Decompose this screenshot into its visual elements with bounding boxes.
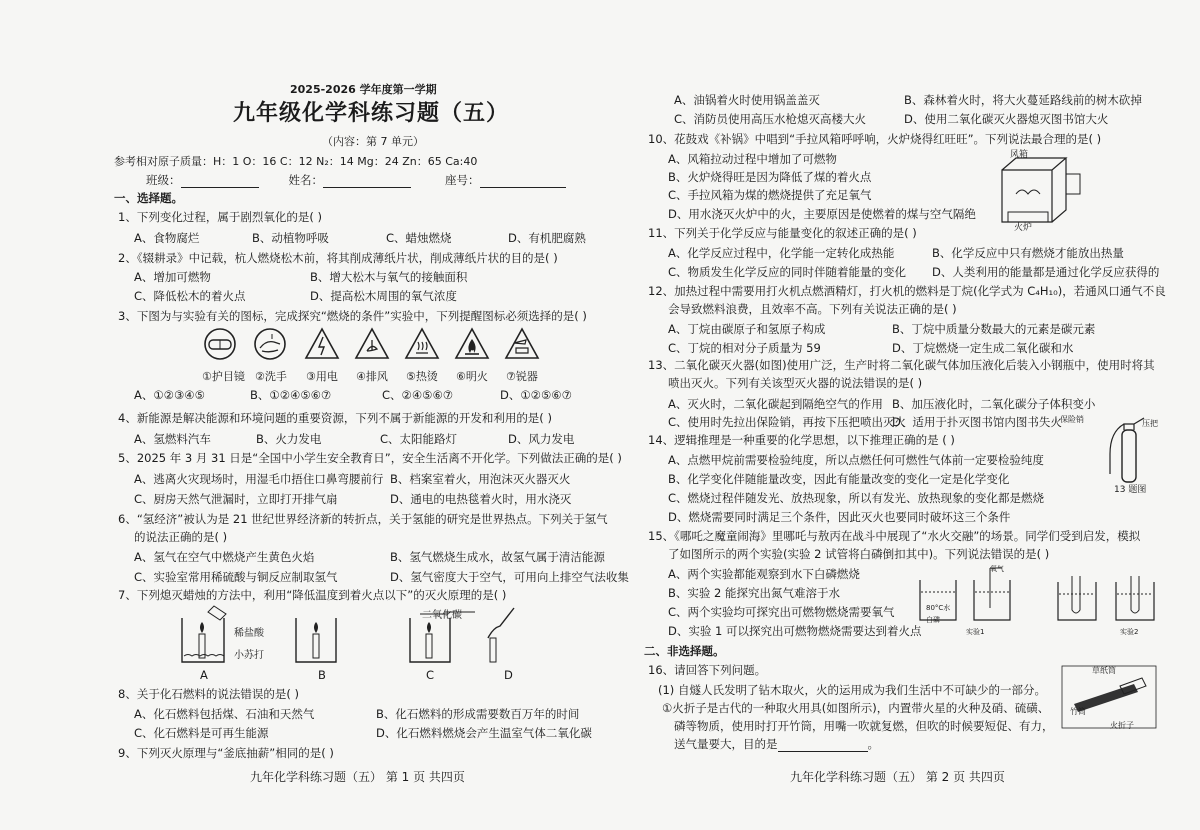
option: D、实验 1 可以探究出可燃物燃烧需要达到着火点: [668, 624, 922, 638]
exam-page-2: [640, 0, 1170, 830]
icon-caption: ②洗手: [255, 370, 287, 383]
option: A、增加可燃物: [134, 270, 211, 284]
question-13: 13、二氧化碳灭火器(如图)使用广泛，生产时将二氧化碳气体加压液化后装入小钢瓶中，使用时将其: [648, 358, 1155, 372]
option: D、通电的电热毯着火时，用水浇灭: [390, 492, 572, 506]
option: A、丁烷由碳原子和氢原子构成: [668, 322, 826, 336]
option: B、火力发电: [256, 432, 322, 446]
prompt-text: 送气量要大，目的是: [674, 737, 778, 751]
page-footer: 九年化学科练习题（五） 第 2 页 共四页: [790, 770, 1005, 784]
question-6: 6、“氢经济”被认为是 21 世纪世界经济新的转折点，关于氢能的研究是世界热点。下列关于氢气: [118, 512, 608, 526]
option: C、使用时先拉出保险销，再按下压把喷出灭火: [668, 415, 907, 429]
question-8: 8、关于化石燃料的说法错误的是( ): [118, 687, 299, 701]
hand-wash-icon: [255, 329, 285, 359]
option: A、化石燃料包括煤、石油和天然气: [134, 707, 315, 721]
question-4: 4、新能源是解决能源和环境问题的重要资源，下列不属于新能源的开发和利用的是( ): [118, 411, 552, 425]
option: B、档案室着火，用泡沫灭火器灭火: [390, 472, 571, 486]
label-bellows: 风箱: [1010, 150, 1029, 160]
question-5: 5、2025 年 3 月 31 日是“全国中小学生安全教育日”，安全生活离不开化学。下列做法正确的是( ): [118, 451, 622, 465]
option: C、物质发生化学反应的同时伴随着能量的变化: [668, 265, 907, 279]
option: C、消防员使用高压水枪熄灭高楼大火: [674, 112, 867, 126]
q7-candle-figures: [170, 604, 530, 672]
option: A、两个实验都能观察到水下白磷燃烧: [668, 567, 860, 581]
question-16: 16、请回答下列问题。: [648, 663, 767, 677]
lab-safety-icons: [200, 326, 560, 366]
class-label: 班级：: [146, 173, 181, 187]
atomic-masses: 参考相对原子质量：H：1 O：16 C：12 N₂：14 Mg：24 Zn：65 Ca:40: [114, 155, 478, 168]
label-white-phosphorus: 白磷: [926, 616, 940, 624]
student-info-row: [146, 172, 566, 188]
question-16-sub1-cont: 磷等物质，使用时打开竹筒，用嘴一吹就复燃，但吹的时候要短促、有力，: [674, 719, 1054, 733]
question-12-cont: 会导致燃料浪费，且效率不高。下列有关说法正确的是( ): [668, 302, 957, 316]
option: B、加压液化时，二氧化碳分子体积变小: [892, 397, 1096, 411]
option: D、使用二氧化碳灭火器熄灭图书馆大火: [904, 112, 1109, 126]
label-bamboo-tube: 竹筒: [1070, 707, 1086, 716]
option: D、提高松木周围的氧气浓度: [310, 289, 457, 303]
option: D、燃烧需要同时满足三个条件，因此灭火也要同时破坏这三个条件: [668, 510, 1011, 524]
option: C、手拉风箱为煤的燃烧提供了充足氧气: [668, 188, 872, 202]
label-hot-water: 80°C水: [926, 604, 951, 612]
goggles-icon: [205, 329, 235, 359]
option: B、氢气燃烧生成水，故氢气属于清洁能源: [390, 550, 605, 564]
label-oxygen: 氧气: [990, 565, 1004, 573]
option: D、用水浇灭火炉中的火，主要原因是使燃着的煤与空气隔绝: [668, 207, 976, 221]
option: A、化学反应过程中，化学能一定转化成热能: [668, 246, 895, 260]
option: B、化学变化伴随能量改变，因此有能量改变的变化一定是化学变化: [668, 472, 1010, 486]
option: D: [504, 668, 513, 682]
option: B、实验 2 能探究出氮气难溶于水: [668, 586, 841, 600]
option: C、燃烧过程伴随发光、放热现象，所以有发光、放热现象的变化都是燃烧: [668, 491, 1045, 505]
class-field[interactable]: [181, 175, 259, 188]
name-label: 姓名：: [288, 173, 323, 187]
question-6-cont: 的说法正确的是( ): [134, 530, 228, 544]
option: B、增大松木与氧气的接触面积: [310, 270, 468, 284]
option: B、火炉烧得旺是因为降低了煤的着火点: [668, 170, 872, 184]
option: D、化石燃料燃烧会产生温室气体二氧化碳: [376, 726, 592, 740]
question-16-sub1: ①火折子是古代的一种取火用具(如图所示)，内置带火星的火种及硝、硫磺、: [662, 701, 1050, 715]
label-safety-pin: 保险销: [1060, 415, 1084, 424]
beaker-a-icon: [182, 606, 226, 662]
label-handle: 压把: [1142, 419, 1158, 428]
question-12: 12、加热过程中需要用打火机点燃酒精灯，打火机的燃料是丁烷(化学式为 C₄H₁₀)，若通风口通气不良: [648, 284, 1166, 298]
snuffer-d-icon: [488, 608, 514, 662]
electricity-icon: [306, 329, 338, 358]
option: B: [318, 668, 326, 682]
sharp-object-icon: [506, 329, 538, 358]
option: D、①②⑤⑥⑦: [500, 388, 572, 402]
option: A、①②③④⑤: [134, 388, 205, 402]
option: A、油锅着火时使用锅盖盖灭: [674, 93, 820, 107]
option: C: [426, 668, 435, 682]
icon-caption: ④排风: [356, 370, 388, 383]
label-fire-starter: 火折子: [1110, 721, 1134, 730]
option: C、丁烷的相对分子质量为 59: [668, 341, 821, 355]
option: A、灭火时，二氧化碳起到隔绝空气的作用: [668, 397, 883, 411]
icon-caption: ⑤热烫: [406, 370, 438, 383]
option: D、适用于扑灭图书馆内图书失火: [892, 415, 1062, 429]
seat-label: 座号：: [445, 173, 480, 187]
icon-caption: ⑥明火: [456, 370, 488, 383]
option: C、化石燃料是可再生能源: [134, 726, 269, 740]
option: D、丁烷燃烧一定生成二氧化碳和水: [892, 341, 1074, 355]
question-2: 2、《辍耕录》中记载，杭人燃烧松木前，将其削成薄纸片状，削成薄纸片状的目的是( ): [118, 251, 558, 265]
label-hydrochloric-acid: 稀盐酸: [234, 628, 264, 639]
question-14: 14、逻辑推理是一种重要的化学思想，以下推理正确的是 ( ): [648, 433, 955, 447]
icon-caption: ①护目镜: [202, 370, 245, 383]
caption-experiment-1: 实验1: [966, 628, 985, 636]
option: B、森林着火时，将大火蔓延路线前的树木砍掉: [904, 93, 1142, 107]
caption-experiment-2: 实验2: [1120, 628, 1139, 636]
option: D、人类利用的能量都是通过化学反应获得的: [932, 265, 1160, 279]
question-16-part1: (1) 自燧人氏发明了钻木取火，火的运用成为我们生活中不可缺少的一部分。: [658, 683, 1046, 697]
phosphorus-experiments-figure: [916, 566, 1166, 632]
label-baking-soda: 小苏打: [234, 650, 264, 661]
bellows-furnace-figure: [980, 150, 1090, 240]
option: D、风力发电: [508, 432, 575, 446]
question-9: 9、下列灭火原理与“釜底抽薪”相同的是( ): [118, 746, 334, 760]
question-16-sub1-prompt: 送气量要大，目的是 。: [674, 737, 879, 751]
option: B、动植物呼吸: [252, 231, 329, 245]
option: A、逃离火灾现场时，用湿毛巾捂住口鼻弯腰前行: [134, 472, 384, 486]
question-11: 11、下列关于化学反应与能量变化的叙述正确的是( ): [648, 226, 917, 240]
section-choice-heading: 一、选择题。: [114, 191, 183, 205]
name-field[interactable]: [323, 175, 411, 188]
option: B、化学反应中只有燃烧才能放出热量: [932, 246, 1124, 260]
option: C、蜡烛燃烧: [386, 231, 452, 245]
term-label: 2025-2026 学年度第一学期: [290, 83, 437, 96]
figure-caption-13: 13 题图: [1114, 485, 1147, 495]
page-title: 九年级化学科练习题（五）: [233, 101, 510, 126]
option: A、氢气在空气中燃烧产生黄色火焰: [134, 550, 315, 564]
question-15: 15、《哪吒之魔童闹海》里哪吒与敖丙在战斗中展现了“水火交融”的场景。同学们受到启发，模拟: [648, 529, 1141, 543]
label-furnace: 火炉: [1014, 223, 1033, 233]
option: B、化石燃料的形成需要数百万年的时间: [376, 707, 580, 721]
option: C、实验室常用稀硫酸与铜反应制取氢气: [134, 570, 338, 584]
option: A、点燃甲烷前需要检验纯度，所以点燃任何可燃性气体前一定要检验纯度: [668, 453, 1044, 467]
hot-surface-icon: [406, 329, 438, 358]
option: C、降低松木的着火点: [134, 289, 246, 303]
option: B、丁烷中质量分数最大的元素是碳元素: [892, 322, 1096, 336]
option: A: [200, 668, 208, 682]
exam-page-1: [100, 0, 630, 830]
option: C、厨房天然气泄漏时，立即打开排气扇: [134, 492, 338, 506]
beaker-b-icon: [296, 618, 336, 662]
question-13-cont: 喷出灭火。下列有关该型灭火器的说法错误的是( ): [668, 376, 923, 390]
question-7: 7、下列熄灭蜡烛的方法中，利用“降低温度到着火点以下”的灭火原理的是( ): [118, 588, 507, 602]
option: D、氢气密度大于空气，可用向上排空气法收集: [390, 570, 629, 584]
question-15-cont: 了如图所示的两个实验(实验 2 试管将白磷倒扣其中)。下列说法错误的是( ): [668, 547, 1050, 561]
option: B、①②④⑤⑥⑦: [250, 388, 332, 402]
seat-field[interactable]: [480, 175, 566, 188]
icon-caption: ③用电: [306, 370, 338, 383]
label-paper-tube: 草纸筒: [1092, 666, 1116, 675]
content-scope: （内容：第 7 单元）: [322, 135, 424, 148]
section-nonchoice-heading: 二、非选择题。: [644, 644, 725, 658]
option: A、氢燃料汽车: [134, 432, 211, 446]
icon-caption: ⑦锐器: [506, 370, 538, 383]
option: D、有机肥腐熟: [508, 231, 586, 245]
option: C、太阳能路灯: [380, 432, 458, 446]
option: A、风箱拉动过程中增加了可燃物: [668, 152, 837, 166]
label-carbon-dioxide: 二氧化碳: [422, 610, 462, 621]
option: C、②④⑤⑥⑦: [382, 388, 454, 402]
option: C、两个实验均可探究出可燃物燃烧需要氧气: [668, 605, 895, 619]
question-3: 3、下图为与实验有关的图标，完成探究“燃烧的条件”实验中，下列提醒图标必须选择的是( ): [118, 309, 587, 323]
ventilation-icon: [356, 329, 388, 358]
question-1: 1、下列变化过程，属于剧烈氧化的是( ): [118, 210, 322, 224]
question-10: 10、花鼓戏《补锅》中唱到“手拉风箱呼呼响，火炉烧得红旺旺”。下列说法最合理的是( ): [648, 132, 1102, 146]
open-flame-icon: [456, 329, 488, 358]
answer-blank[interactable]: [778, 739, 868, 752]
page-footer: 九年化学科练习题（五） 第 1 页 共四页: [250, 770, 465, 784]
option: A、食物腐烂: [134, 231, 200, 245]
